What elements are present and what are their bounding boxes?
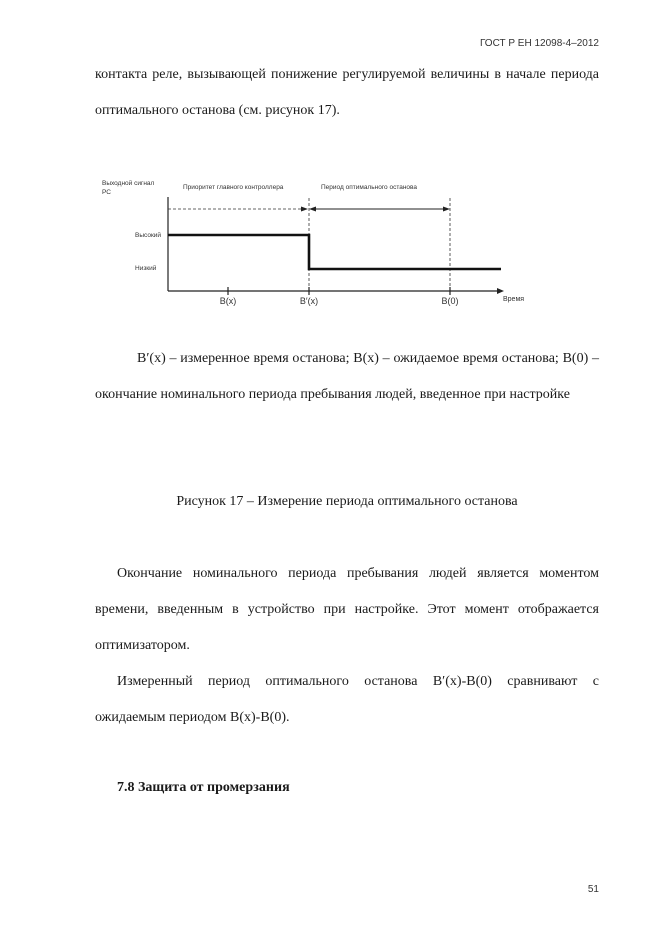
figure-17-chart — [95, 170, 535, 310]
figure-caption: Рисунок 17 – Измерение периода оптимального останова — [176, 494, 518, 509]
x-axis-arrow — [497, 288, 504, 294]
paragraph-nominal-period: Окончание номинального периода пребывания людей является моментом времени, введенным в устройство при настройке. Этот момент отображается оптимизатором. — [95, 566, 599, 653]
tick-label-b-prime-x: B′(x) — [299, 296, 319, 306]
y-axis-label-line2: РС — [102, 189, 111, 196]
priority-arrowhead — [301, 207, 308, 212]
signal-step-line — [168, 235, 501, 269]
optimal-stop-arrowhead-left — [309, 207, 316, 212]
document-header: ГОСТ Р ЕН 12098-4–2012 — [479, 38, 599, 49]
y-axis-label-line1: Выходной сигнал — [102, 180, 155, 187]
paragraph-legend: B′(x) – измеренное время останова; B(x) – ожидаемое время останова; B(0) – окончание номинального периода пребывания людей, введенное при настройке — [95, 351, 599, 402]
annotation-optimal-stop: Период оптимального останова — [321, 184, 418, 191]
optimal-stop-arrowhead-right — [443, 207, 450, 212]
x-axis-label: Время — [503, 296, 525, 303]
tick-label-bx: B(x) — [219, 296, 237, 306]
level-label-high: Высокий — [135, 232, 162, 239]
annotation-priority: Приоритет главного контроллера — [183, 184, 284, 191]
paragraph-comparison: Измеренный период оптимального останова B′(x)-B(0) сравнивают с ожидаемым периодом B(x)-B(0). — [95, 674, 599, 725]
page-number: 51 — [587, 884, 599, 895]
paragraph-intro: контакта реле, вызывающей понижение регулируемой величины в начале периода оптимального останова (см. рисунок 17). — [95, 67, 599, 118]
tick-label-b0: B(0) — [441, 296, 459, 306]
section-heading: 7.8 Защита от промерзания — [117, 780, 290, 795]
level-label-low: Низкий — [135, 265, 157, 272]
